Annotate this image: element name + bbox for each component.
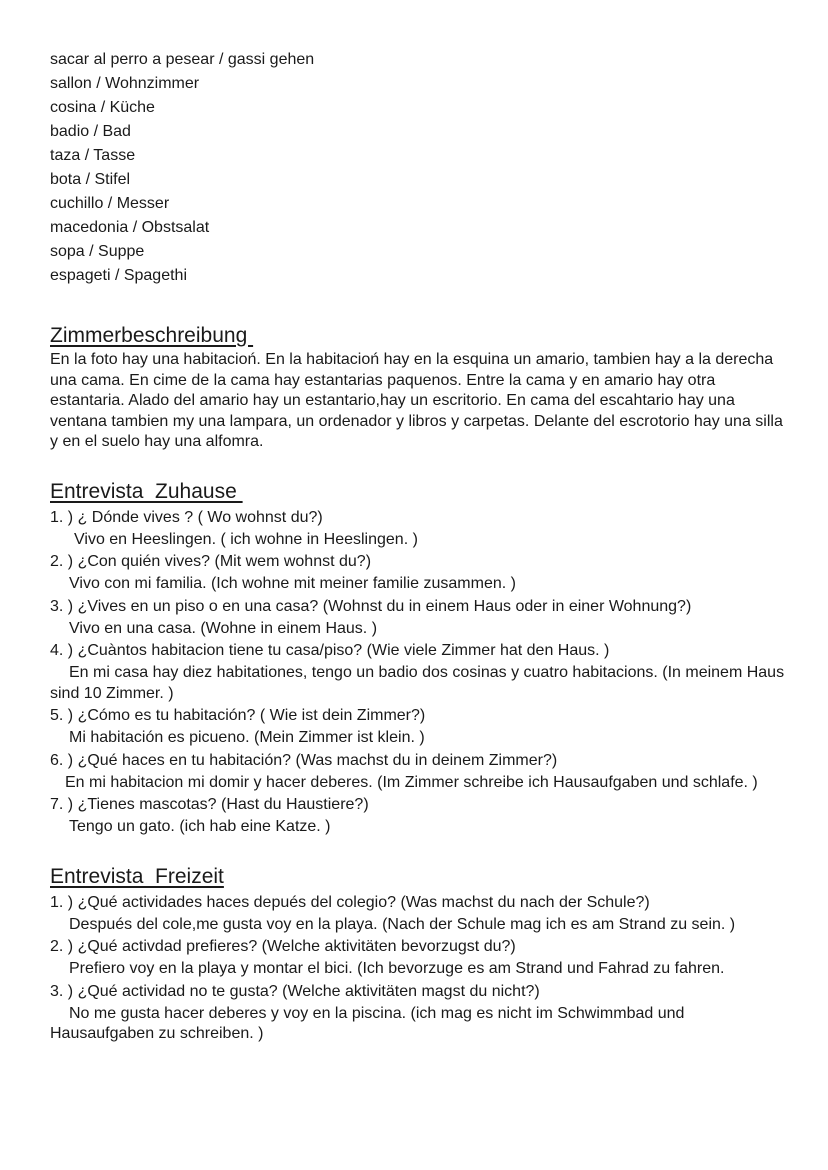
zuhause-section: [50, 478, 790, 838]
vocab-item: badio / Bad: [50, 123, 131, 140]
vocab-item: taza / Tasse: [50, 147, 136, 164]
vocab-item: cosina / Küche: [50, 99, 155, 116]
question: 2. ) ¿Qué activdad prefieres? (Welche aktivitäten bevorzugst du?): [50, 938, 516, 955]
zuhause-heading: Entrevista Zuhause: [50, 479, 243, 503]
answer: Vivo en una casa. (Wohne in einem Haus. ): [69, 619, 378, 637]
vocab-item: macedonia / Obstsalat: [50, 219, 210, 236]
answer: Vivo con mi familia. (Ich wohne mit meiner familie zusammen. ): [69, 575, 516, 592]
answer: Prefiero voy en la playa y montar el bici. (Ich bevorzuge es am Strand und Fahrad zu fahren.: [69, 960, 725, 977]
vocab-item: sallon / Wohnzimmer: [50, 75, 200, 92]
question: 5. ) ¿Cómo es tu habitación? ( Wie ist dein Zimmer?): [50, 707, 426, 724]
question: 2. ) ¿Con quién vives? (Mit wem wohnst du?): [50, 553, 372, 570]
zimmer-section: [50, 322, 790, 453]
question: 4. ) ¿Cuàntos habitacion tiene tu casa/piso? (Wie viele Zimmer hat den Haus. ): [50, 642, 610, 659]
answer: En mi casa hay diez habitationes, tengo un badio dos cosinas y cuatro habitacions. (In meinem Haus sind 10 Zimmer. ): [50, 664, 785, 702]
answer: Tengo un gato. (ich hab eine Katze. ): [69, 818, 331, 835]
answer: En mi habitacion mi domir y hacer deberes. (Im Zimmer schreibe ich Hausaufgaben und schlafe. ): [65, 773, 758, 791]
vocab-item: sopa / Suppe: [50, 243, 145, 260]
question: 7. ) ¿Tienes mascotas? (Hast du Haustiere?): [50, 796, 369, 813]
vocabulary-list: [50, 48, 790, 288]
answer: Vivo en Heeslingen. ( ich wohne in Heeslingen. ): [74, 530, 418, 548]
question: 3. ) ¿Qué actividad no te gusta? (Welche aktivitäten magst du nicht?): [50, 982, 540, 1000]
zimmer-heading: Zimmerbeschreibung: [50, 324, 254, 347]
zimmer-paragraph: En la foto hay una habitacioń. En la habitacioń hay en la esquina un amario, tambien hay a la derecha una cama. En cime de la cama hay estantarias paquenos. Entre la cama y en amario hay otra estantaria. Alado del amario hay un estantario,hay un escritorio. En cama del escahtario hay una ventana tambien my una lampara, un ordenador y libros y carpetas. Delante del escrotorio hay una silla y en el suelo hay una alfomra.: [50, 351, 783, 450]
vocab-item: bota / Stifel: [50, 171, 131, 188]
vocab-item: cuchillo / Messer: [50, 195, 170, 212]
question: 3. ) ¿Vives en un piso o en una casa? (Wohnst du in einem Haus oder in einer Wohnung?): [50, 597, 692, 615]
freizeit-section: [50, 863, 790, 1045]
document-page: [50, 48, 790, 1045]
question: 1. ) ¿Qué actividades haces depués del colegio? (Was machst du nach der Schule?): [50, 893, 650, 911]
answer: Después del cole,me gusta voy en la playa. (Nach der Schule mag ich es am Strand zu sein. ): [69, 915, 736, 933]
freizeit-heading: Entrevista Freizeit: [50, 864, 224, 888]
question: 1. ) ¿ Dónde vives ? ( Wo wohnst du?): [50, 508, 323, 526]
answer: No me gusta hacer deberes y voy en la piscina. (ich mag es nicht im Schwimmbad und Hausaufgaben zu schreiben. ): [50, 1004, 685, 1042]
answer: Mi habitación es picueno. (Mein Zimmer ist klein. ): [69, 729, 425, 746]
vocab-item: sacar al perro a pesear / gassi gehen: [50, 51, 315, 68]
vocab-item: espageti / Spagethi: [50, 267, 187, 284]
question: 6. ) ¿Qué haces en tu habitación? (Was machst du in deinem Zimmer?): [50, 751, 558, 769]
